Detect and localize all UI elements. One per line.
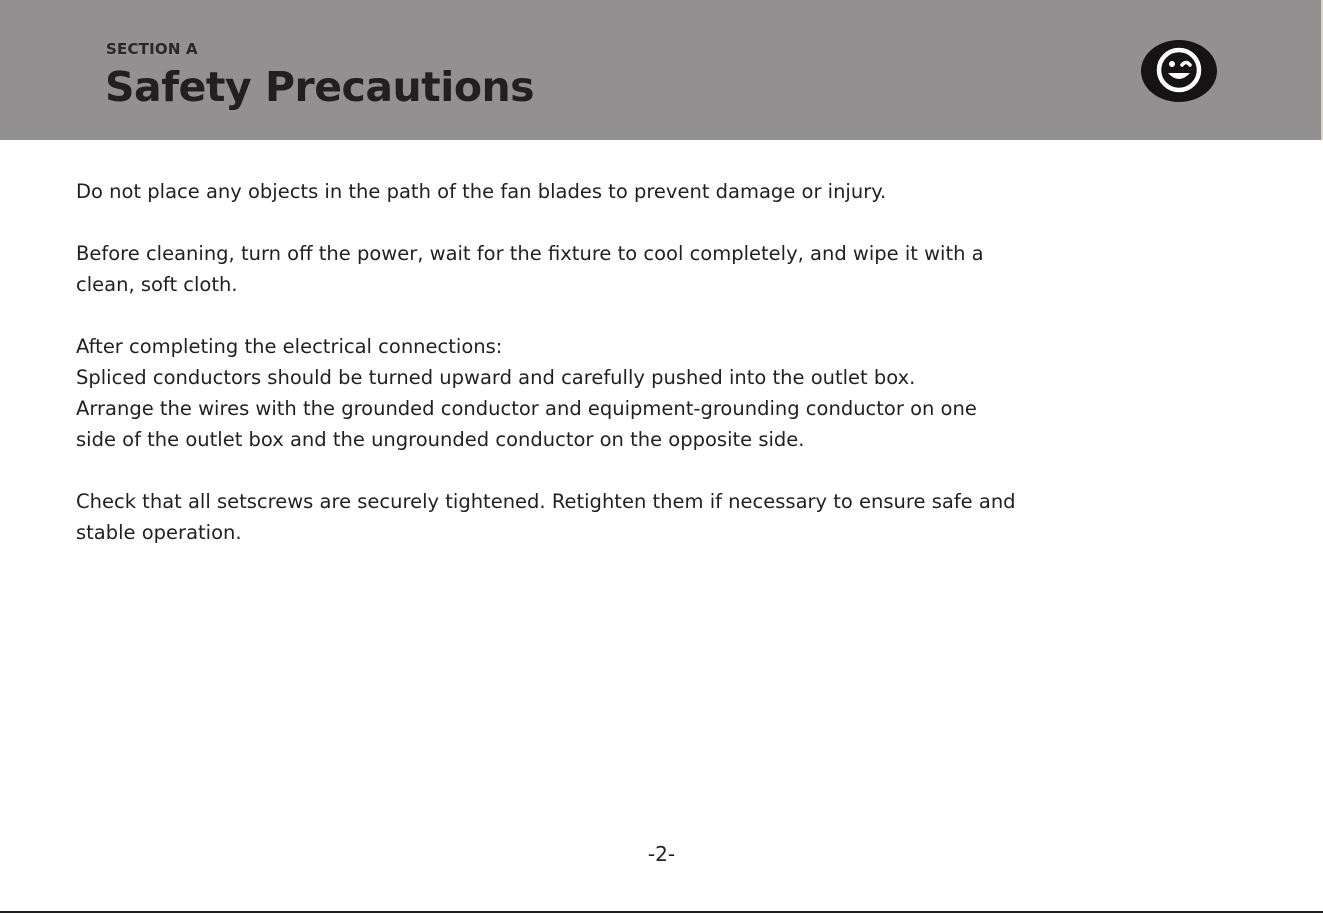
paragraph-setscrews xyxy=(76,486,1216,548)
text-line: Arrange the wires with the grounded conductor and equipment-grounding conductor on one xyxy=(76,397,977,420)
safety-precautions-text xyxy=(76,176,1216,579)
text-line: After completing the electrical connections: xyxy=(76,335,503,358)
text-line: Check that all setscrews are securely tightened. Retighten them if necessary to ensure safe and xyxy=(76,490,1016,513)
paragraph-cleaning xyxy=(76,238,1216,300)
paragraph-electrical-connections xyxy=(76,331,1216,455)
text-line: stable operation. xyxy=(76,521,242,544)
text-line: side of the outlet box and the ungrounded conductor on the opposite side. xyxy=(76,428,805,451)
paragraph-fan-blades xyxy=(76,176,1216,207)
winking-face-icon xyxy=(1140,39,1218,103)
text-line: clean, soft cloth. xyxy=(76,273,238,296)
text-line: Before cleaning, turn off the power, wait for the fixture to cool completely, and wipe it with a xyxy=(76,242,984,265)
text-line: Do not place any objects in the path of the fan blades to prevent damage or injury. xyxy=(76,180,887,203)
page-number: -2- xyxy=(647,842,676,866)
section-header-band xyxy=(0,0,1321,140)
bottom-divider xyxy=(0,911,1323,913)
section-label: SECTION A xyxy=(106,40,198,58)
text-line: Spliced conductors should be turned upward and carefully pushed into the outlet box. xyxy=(76,366,916,389)
page-title: Safety Precautions xyxy=(105,63,535,111)
